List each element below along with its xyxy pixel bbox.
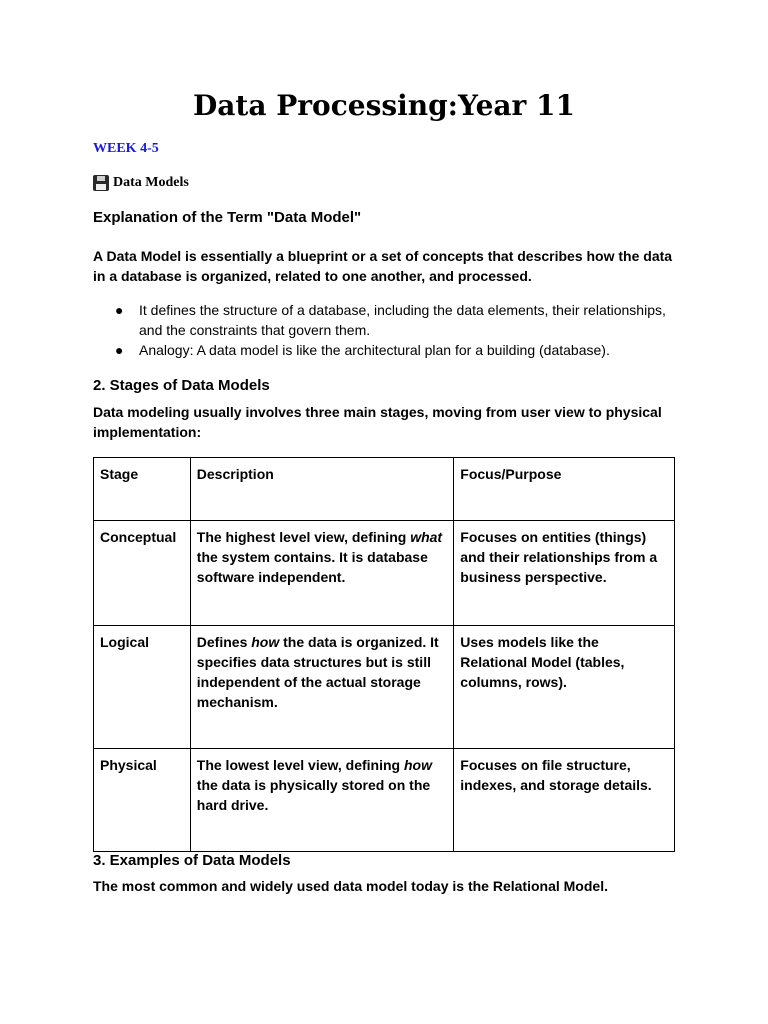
stage-cell: Logical — [94, 626, 191, 749]
bullet-icon: ● — [115, 342, 124, 358]
floppy-disk-icon — [93, 175, 109, 191]
table-row — [94, 626, 675, 749]
description-cell: The highest level view, defining what the system contains. It is database software independent. — [190, 521, 454, 626]
header-description: Description — [190, 458, 454, 521]
stages-table — [93, 457, 675, 852]
week-label: WEEK 4-5 — [93, 141, 159, 156]
description-cell: The lowest level view, defining how the data is physically stored on the hard drive. — [190, 749, 454, 852]
focus-cell: Focuses on file structure, indexes, and storage details. — [454, 749, 675, 852]
table-header-row — [94, 458, 675, 521]
section-heading-label: Data Models — [113, 175, 189, 190]
table-row — [94, 521, 675, 626]
bullet-text: It defines the structure of a database, including the data elements, their relationships, and the constraints that govern them. — [139, 302, 666, 338]
description-cell: Defines how the data is organized. It specifies data structures but is still independent of the actual storage mechanism. — [190, 626, 454, 749]
focus-cell: Uses models like the Relational Model (tables, columns, rows). — [454, 626, 675, 749]
examples-paragraph: The most common and widely used data model today is the Relational Model. — [93, 878, 608, 894]
header-focus: Focus/Purpose — [454, 458, 675, 521]
stages-intro: Data modeling usually involves three main stages, moving from user view to physical implementation: — [93, 404, 662, 440]
bullet-text: Analogy: A data model is like the architectural plan for a building (database). — [139, 342, 610, 358]
focus-cell: Focuses on entities (things) and their relationships from a business perspective. — [454, 521, 675, 626]
bullet-icon: ● — [115, 302, 124, 318]
stage-cell: Conceptual — [94, 521, 191, 626]
list-item — [93, 300, 683, 340]
stage-cell: Physical — [94, 749, 191, 852]
section-heading-data-models — [93, 173, 189, 193]
explanation-heading: Explanation of the Term "Data Model" — [93, 209, 362, 226]
examples-heading: 3. Examples of Data Models — [93, 852, 291, 869]
table-row — [94, 749, 675, 852]
explanation-paragraph: A Data Model is essentially a blueprint or a set of concepts that describes how the data in a database is organized, related to one another, and processed. — [93, 248, 673, 284]
explanation-bullet-list — [93, 300, 683, 360]
stages-heading: 2. Stages of Data Models — [93, 377, 270, 394]
list-item — [93, 340, 683, 360]
page-title: Data Processing:Year 11 — [192, 89, 575, 122]
header-stage: Stage — [94, 458, 191, 521]
